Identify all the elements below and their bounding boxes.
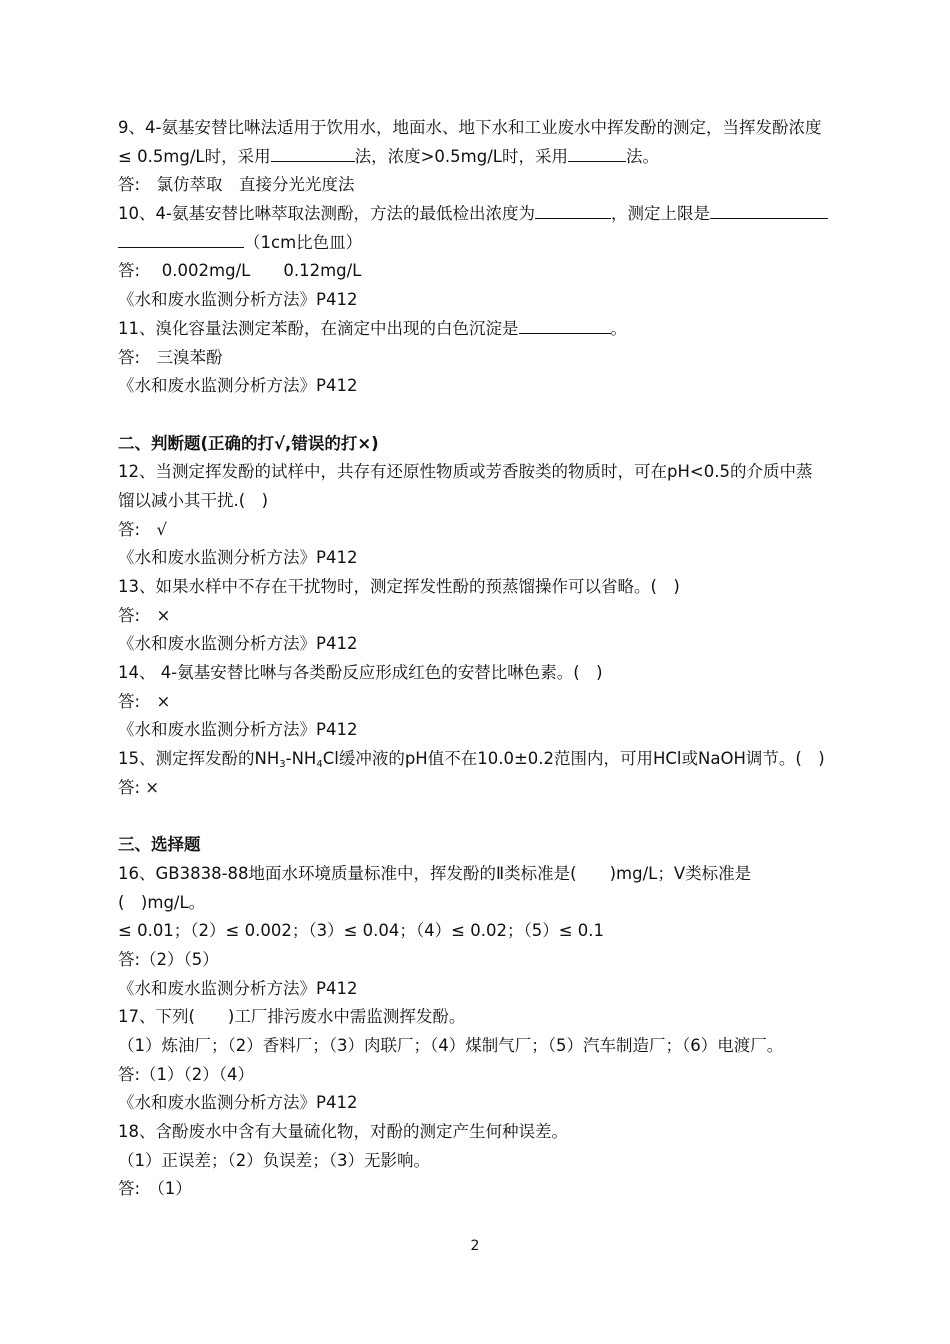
q13-answer: 答: × bbox=[118, 605, 171, 625]
q14-line: 14、 4-氨基安替比啉与各类酚反应形成红色的安替比啉色素。( ) bbox=[118, 663, 603, 683]
q10-line1 bbox=[118, 200, 838, 229]
q15-text-b: -NH bbox=[285, 749, 317, 769]
fill-blank bbox=[710, 200, 828, 219]
q17-answer: 答:（1）（2）（4） bbox=[118, 1064, 255, 1084]
q10-text-a: 10、4-氨基安替比啉萃取法测酚，方法的最低检出浓度为 bbox=[118, 204, 535, 224]
q12-line1: 12、当测定挥发酚的试样中，共存有还原性物质或芳香胺类的物质时，可在pH<0.5的介质中蒸 bbox=[118, 462, 813, 482]
fill-blank bbox=[535, 200, 611, 219]
q13-source: 《水和废水监测分析方法》P412 bbox=[118, 634, 358, 654]
q11-text-b: 。 bbox=[610, 318, 627, 338]
q11-text-a: 11、溴化容量法测定苯酚，在滴定中出现的白色沉淀是 bbox=[118, 318, 519, 338]
q9-line2 bbox=[118, 143, 838, 172]
q13-line: 13、如果水样中不存在干扰物时，测定挥发性酚的预蒸馏操作可以省略。( ) bbox=[118, 577, 680, 596]
spacer bbox=[118, 401, 838, 430]
section3-heading: 三、选择题 bbox=[118, 835, 201, 855]
q15-text-a: 15、测定挥发酚的NH bbox=[118, 749, 280, 769]
spacer bbox=[118, 803, 838, 832]
q16-source: 《水和废水监测分析方法》P412 bbox=[118, 978, 358, 998]
q9-answer: 答: 氯仿萃取 直接分光光度法 bbox=[118, 175, 355, 195]
page-number: 2 bbox=[470, 1238, 480, 1254]
q10-text-b: ，测定上限是 bbox=[610, 204, 710, 224]
fill-blank bbox=[271, 143, 355, 162]
q17-line: 17、下列( )工厂排污废水中需监测挥发酚。 bbox=[118, 1007, 466, 1027]
fill-blank bbox=[118, 229, 244, 248]
q15-line bbox=[118, 745, 838, 774]
q16-answer: 答:（2）（5） bbox=[118, 949, 219, 969]
q11-answer: 答: 三溴苯酚 bbox=[118, 347, 223, 367]
q17-source: 《水和废水监测分析方法》P412 bbox=[118, 1093, 358, 1113]
q12-answer: 答: √ bbox=[118, 519, 168, 539]
q11-line1 bbox=[118, 315, 838, 344]
q9-text-b: 法，浓度>0.5mg/L时，采用 bbox=[354, 146, 568, 166]
q18-line: 18、含酚废水中含有大量硫化物，对酚的测定产生何种误差。 bbox=[118, 1122, 568, 1142]
q12-source: 《水和废水监测分析方法》P412 bbox=[118, 548, 358, 568]
q16-line2: ( )mg/L。 bbox=[118, 892, 206, 912]
q10-source: 《水和废水监测分析方法》P412 bbox=[118, 290, 358, 310]
section2-heading: 二、判断题(正确的打√,错误的打×) bbox=[118, 433, 379, 453]
q15-subscript-3: 3 bbox=[279, 759, 286, 771]
fill-blank bbox=[568, 143, 626, 162]
q9-line1: 9、4-氨基安替比啉法适用于饮用水，地面水、地下水和工业废水中挥发酚的测定，当挥发酚浓度 bbox=[118, 118, 822, 137]
q10-line2 bbox=[118, 229, 838, 258]
q12-line2: 馏以减小其干扰.( ) bbox=[118, 490, 269, 510]
q14-answer: 答: × bbox=[118, 691, 171, 711]
q16-line1: 16、GB3838-88地面水环境质量标准中，挥发酚的Ⅱ类标准是( )mg/L；Ⅴ类标准是 bbox=[118, 863, 752, 883]
q15-subscript-4: 4 bbox=[316, 759, 323, 771]
q9-text-c: 法。 bbox=[625, 146, 659, 166]
q11-source: 《水和废水监测分析方法》P412 bbox=[118, 376, 358, 396]
q18-answer: 答: （1） bbox=[118, 1179, 192, 1199]
q14-source: 《水和废水监测分析方法》P412 bbox=[118, 720, 358, 740]
q10-answer: 答: 0.002mg/L 0.12mg/L bbox=[118, 261, 362, 281]
q10-text-c: （1cm比色皿） bbox=[244, 232, 363, 252]
q9-text-a: ≤ 0.5mg/L时，采用 bbox=[118, 146, 271, 166]
q16-options: ≤ 0.01；（2）≤ 0.002；（3）≤ 0.04；（4）≤ 0.02；（5）≤ 0.1 bbox=[118, 921, 605, 941]
q17-options: （1）炼油厂；（2）香料厂；（3）肉联厂；（4）煤制气厂；（5）汽车制造厂；（6）电渡厂。 bbox=[118, 1036, 784, 1055]
q15-text-c: Cl缓冲液的pH值不在10.0±0.2范围内，可用HCl或NaOH调节。( ) bbox=[322, 749, 825, 769]
q18-options: （1）正误差；（2）负误差；（3）无影响。 bbox=[118, 1150, 430, 1170]
q15-answer: 答: × bbox=[118, 777, 160, 797]
page-content bbox=[118, 114, 838, 1204]
fill-blank bbox=[519, 315, 611, 334]
